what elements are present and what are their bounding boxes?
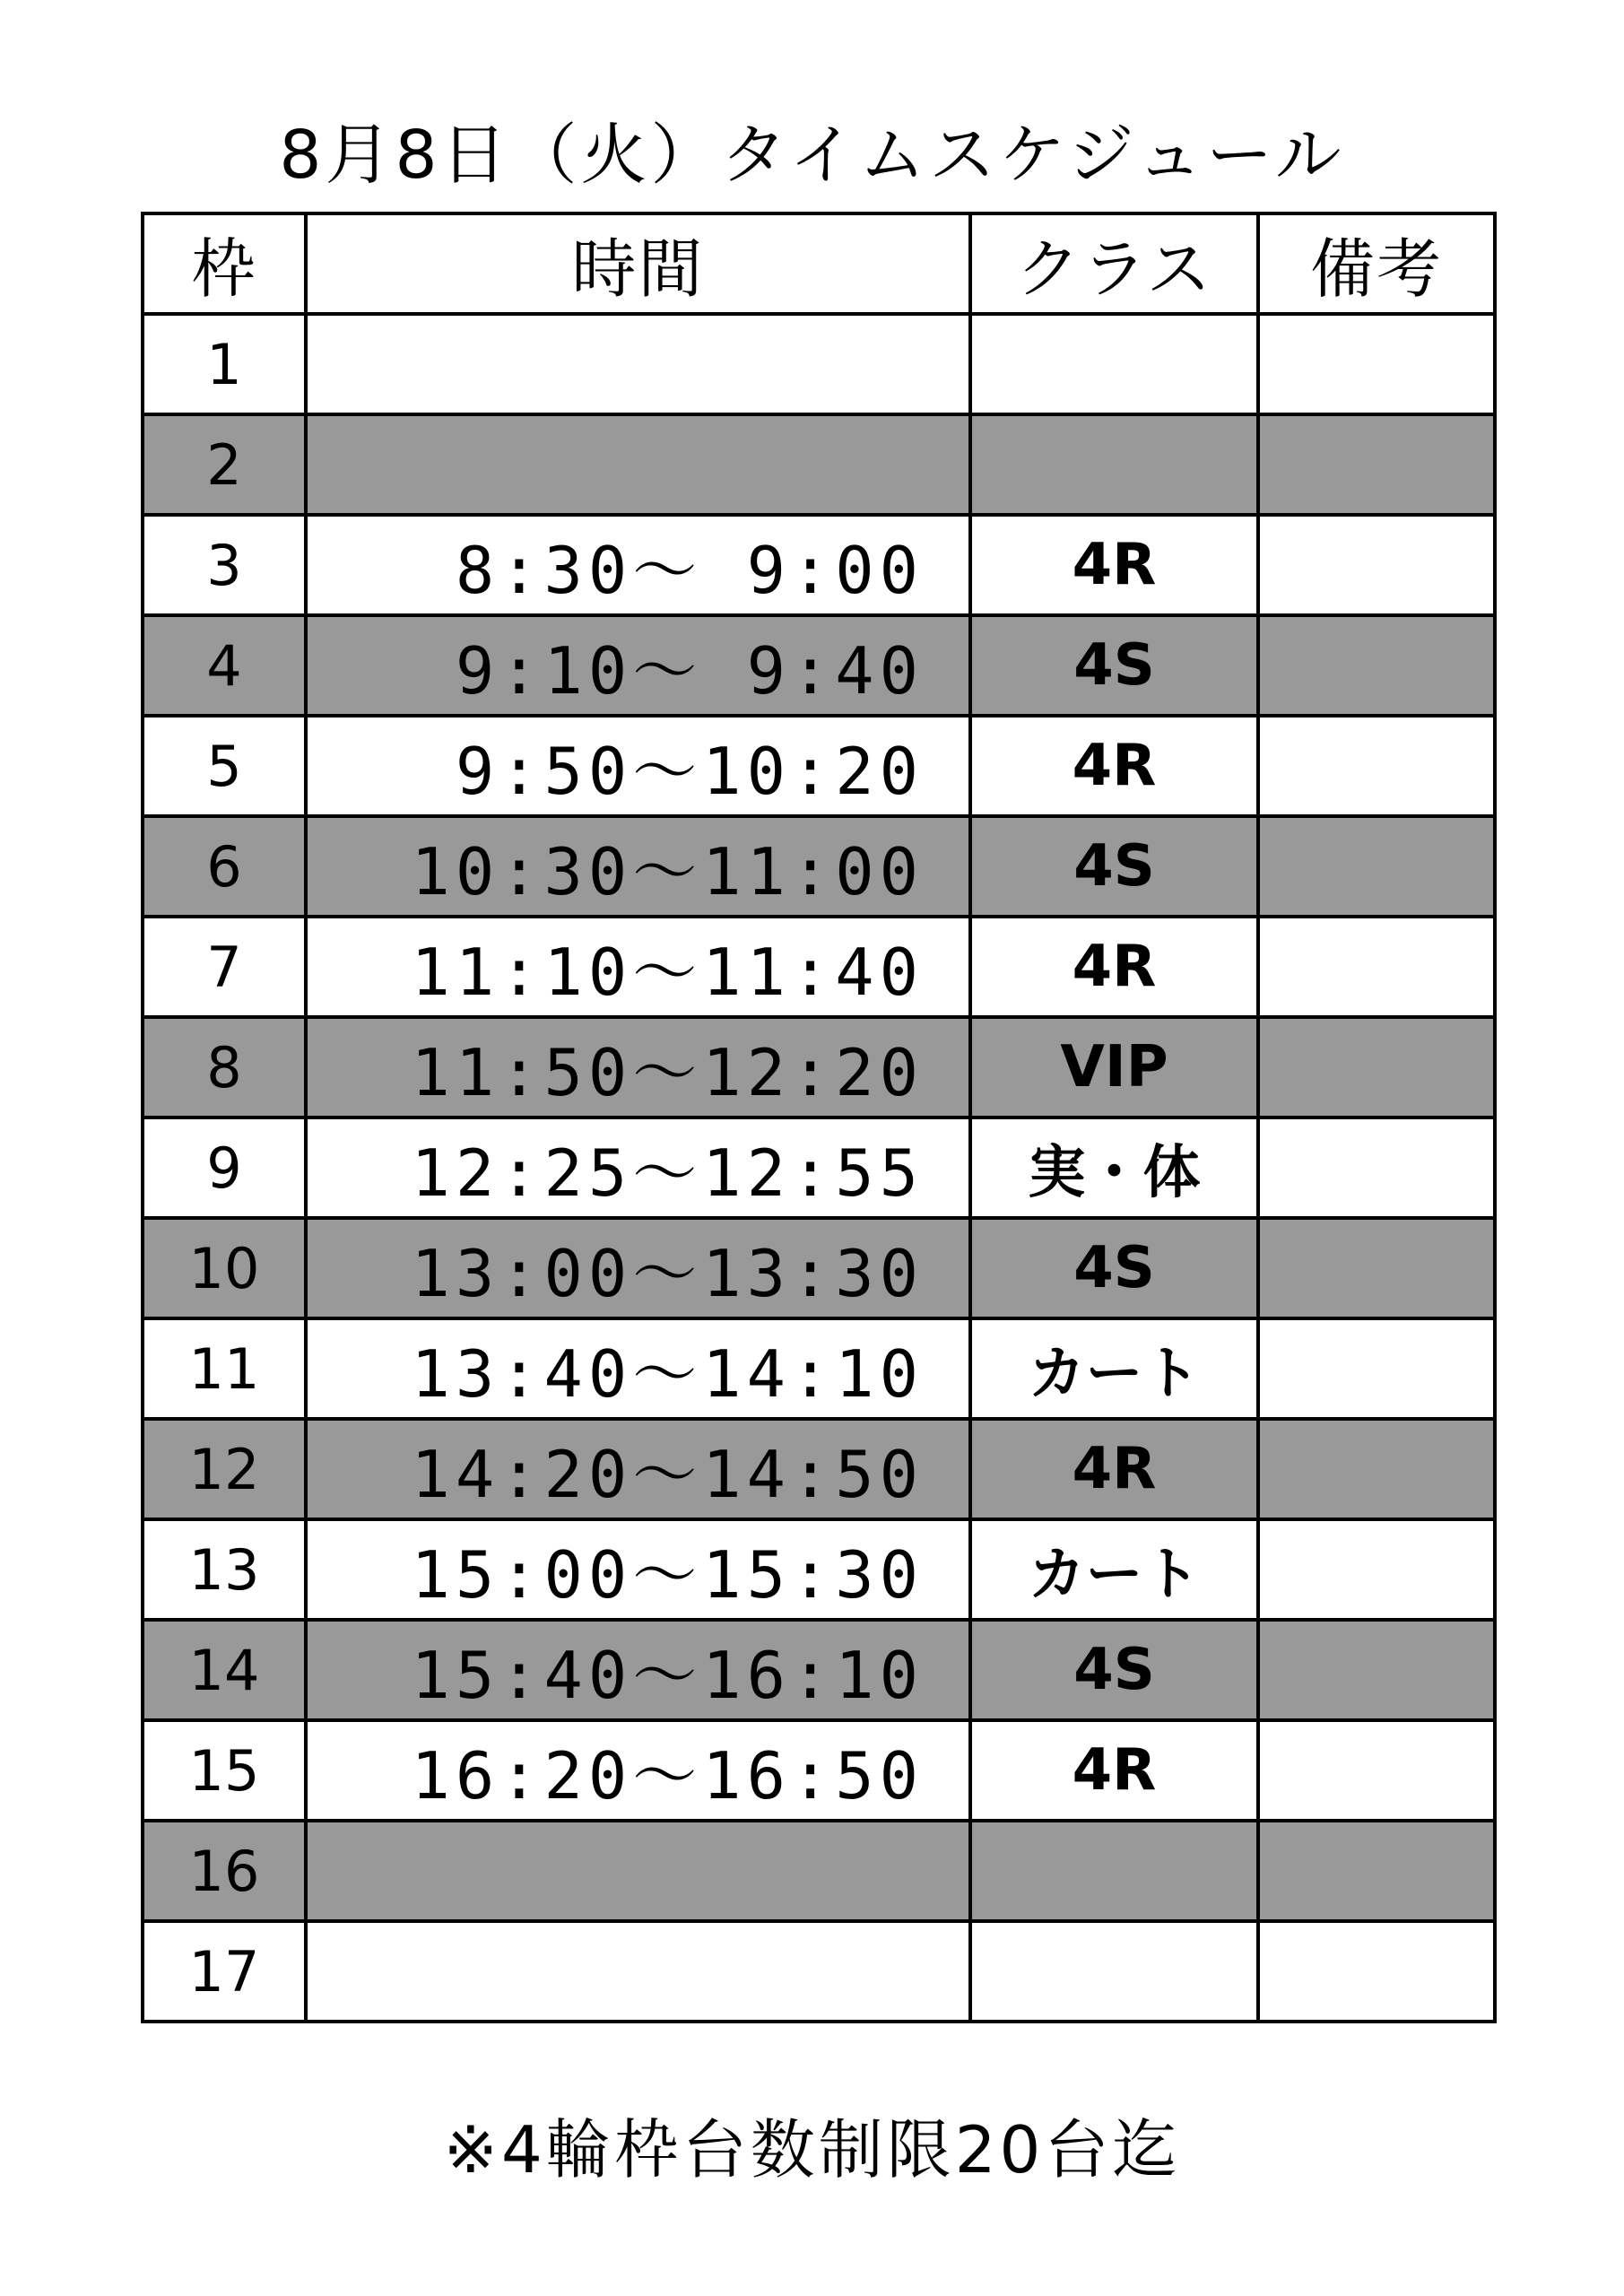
class-cell: 4S: [970, 1218, 1258, 1318]
note-cell: [1258, 615, 1495, 716]
time-cell: 15:00～15:30: [306, 1519, 970, 1620]
slot-number: 3: [143, 515, 306, 615]
time-cell: 15:40～16:10: [306, 1620, 970, 1720]
table-row: [143, 1620, 1495, 1720]
slot-number: 2: [143, 414, 306, 515]
note-cell: [1258, 414, 1495, 515]
note-cell: [1258, 1118, 1495, 1218]
slot-number: 8: [143, 1017, 306, 1118]
table-row: [143, 1017, 1495, 1118]
time-cell: 12:25～12:55: [306, 1118, 970, 1218]
header-row: [143, 213, 1495, 314]
time-cell: 13:00～13:30: [306, 1218, 970, 1318]
slot-number: 13: [143, 1519, 306, 1620]
slot-number: 1: [143, 314, 306, 414]
note-cell: [1258, 1921, 1495, 2022]
note-cell: [1258, 1318, 1495, 1419]
time-cell: 11:50～12:20: [306, 1017, 970, 1118]
slot-number: 6: [143, 816, 306, 917]
note-cell: [1258, 1017, 1495, 1118]
header-class: クラス: [970, 213, 1258, 314]
slot-number: 12: [143, 1419, 306, 1519]
table-row: [143, 1218, 1495, 1318]
header-note: 備考: [1258, 213, 1495, 314]
table-row: [143, 716, 1495, 816]
time-cell: 13:40～14:10: [306, 1318, 970, 1419]
note-cell: [1258, 314, 1495, 414]
time-cell: 16:20～16:50: [306, 1720, 970, 1821]
note-cell: [1258, 716, 1495, 816]
footnote: ※4輪枠台数制限20台迄: [443, 2112, 1181, 2187]
note-cell: [1258, 816, 1495, 917]
table-row: [143, 1318, 1495, 1419]
table-row: [143, 615, 1495, 716]
class-cell: [970, 314, 1258, 414]
note-cell: [1258, 917, 1495, 1017]
slot-number: 11: [143, 1318, 306, 1419]
schedule-table: [141, 212, 1497, 2023]
slot-number: 17: [143, 1921, 306, 2022]
time-cell: 11:10～11:40: [306, 917, 970, 1017]
table-row: [143, 515, 1495, 615]
time-cell: [306, 1821, 970, 1921]
class-cell: カート: [970, 1519, 1258, 1620]
class-cell: 4S: [970, 615, 1258, 716]
class-cell: 4R: [970, 1720, 1258, 1821]
page-title: 8月8日（火）タイムスケジュール: [279, 117, 1345, 194]
class-cell: 4R: [970, 515, 1258, 615]
class-cell: 4R: [970, 716, 1258, 816]
class-cell: VIP: [970, 1017, 1258, 1118]
table-row: [143, 917, 1495, 1017]
class-cell: カート: [970, 1318, 1258, 1419]
table-row: [143, 1720, 1495, 1821]
note-cell: [1258, 1419, 1495, 1519]
class-cell: 実・体: [970, 1118, 1258, 1218]
table-row: [143, 816, 1495, 917]
time-cell: 9:10～ 9:40: [306, 615, 970, 716]
table-row: [143, 1519, 1495, 1620]
slot-number: 16: [143, 1821, 306, 1921]
time-cell: 8:30～ 9:00: [306, 515, 970, 615]
slot-number: 15: [143, 1720, 306, 1821]
table-row: [143, 1118, 1495, 1218]
class-cell: 4S: [970, 816, 1258, 917]
note-cell: [1258, 1519, 1495, 1620]
time-cell: [306, 414, 970, 515]
table-row: [143, 1921, 1495, 2022]
time-cell: 14:20～14:50: [306, 1419, 970, 1519]
note-cell: [1258, 1821, 1495, 1921]
table-row: [143, 1821, 1495, 1921]
table-row: [143, 1419, 1495, 1519]
slot-number: 9: [143, 1118, 306, 1218]
time-cell: [306, 1921, 970, 2022]
class-cell: [970, 1821, 1258, 1921]
time-cell: [306, 314, 970, 414]
table-row: [143, 314, 1495, 414]
slot-number: 10: [143, 1218, 306, 1318]
note-cell: [1258, 1218, 1495, 1318]
class-cell: [970, 414, 1258, 515]
time-cell: 9:50～10:20: [306, 716, 970, 816]
class-cell: 4R: [970, 1419, 1258, 1519]
time-cell: 10:30～11:00: [306, 816, 970, 917]
slot-number: 7: [143, 917, 306, 1017]
note-cell: [1258, 1720, 1495, 1821]
note-cell: [1258, 515, 1495, 615]
slot-number: 4: [143, 615, 306, 716]
slot-number: 5: [143, 716, 306, 816]
slot-number: 14: [143, 1620, 306, 1720]
class-cell: [970, 1921, 1258, 2022]
table-row: [143, 414, 1495, 515]
header-time: 時間: [306, 213, 970, 314]
class-cell: 4R: [970, 917, 1258, 1017]
note-cell: [1258, 1620, 1495, 1720]
header-slot: 枠: [143, 213, 306, 314]
class-cell: 4S: [970, 1620, 1258, 1720]
